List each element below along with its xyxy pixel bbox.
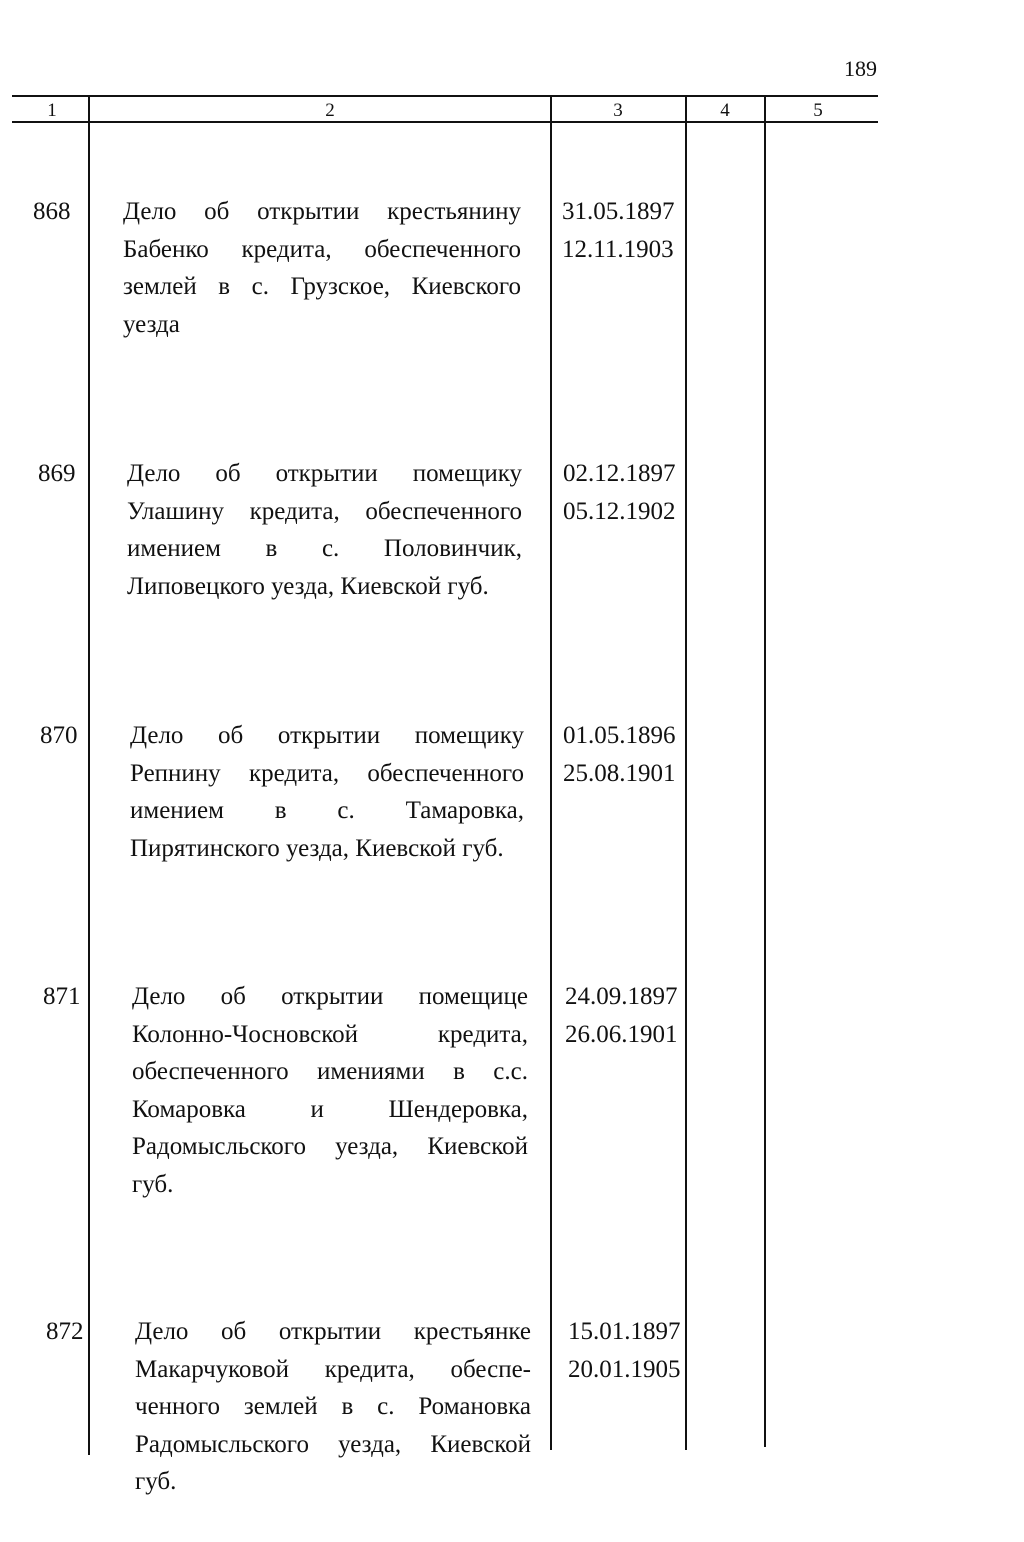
- date-end: 05.12.1902: [563, 497, 676, 525]
- description-line: землей в с. Грузское, Киевского: [123, 273, 521, 300]
- description-line: Радомысльского уезда, Киевской: [132, 1133, 528, 1160]
- record-description: [132, 978, 528, 1203]
- description-line: Радомысльского уезда, Киевской: [135, 1430, 531, 1458]
- date-start: 24.09.1897: [565, 983, 678, 1010]
- date-start: 15.01.1897: [568, 1318, 681, 1345]
- table-header-top-rule: [12, 95, 878, 97]
- description-line: обеспеченного имениями в с.с.: [132, 1058, 528, 1085]
- column-divider-3: [685, 95, 687, 1450]
- description-line: Макарчуковой кредита, обеспе-: [135, 1355, 531, 1383]
- date-end: 26.06.1901: [565, 1020, 678, 1048]
- description-line: Дело об открытии помещику: [130, 722, 524, 749]
- date-end: 12.11.1903: [562, 235, 674, 263]
- date-start: 02.12.1897: [563, 460, 676, 487]
- description-line: имением в с. Половинчик,: [127, 535, 522, 562]
- description-line: губ.: [132, 1170, 174, 1198]
- record-dates: [563, 717, 676, 792]
- description-line: Колонно-Чосновской кредита,: [132, 1020, 528, 1048]
- column-divider-2: [550, 95, 552, 1450]
- description-line: Комаровка и Шендеровка,: [132, 1095, 528, 1123]
- column-divider-4: [764, 95, 766, 1447]
- record-number: 870: [40, 722, 78, 749]
- date-start: 01.05.1896: [563, 722, 676, 749]
- description-line: Репнину кредита, обеспеченного: [130, 759, 524, 787]
- date-end: 25.08.1901: [563, 759, 676, 787]
- column-header-5: 5: [813, 100, 823, 121]
- record-dates: [565, 978, 678, 1053]
- description-line: Пирятинского уезда, Киевской губ.: [130, 834, 504, 862]
- record-number: 869: [38, 460, 76, 487]
- description-line: Дело об открытии помещику: [127, 460, 522, 487]
- record-description: [135, 1313, 531, 1501]
- description-line: имением в с. Тамаровка,: [130, 797, 524, 824]
- description-line: Дело об открытии крестьянину: [123, 198, 521, 225]
- record-number: 871: [43, 983, 81, 1010]
- record-dates: [562, 193, 675, 268]
- description-line: уезда: [123, 310, 180, 338]
- date-start: 31.05.1897: [562, 198, 675, 225]
- date-end: 20.01.1905: [568, 1355, 681, 1383]
- description-line: Дело об открытии помещице: [132, 983, 528, 1010]
- record-description: [127, 455, 522, 605]
- page-number: 189: [844, 56, 877, 81]
- record-number: 868: [33, 198, 71, 225]
- record-dates: [563, 455, 676, 530]
- record-number: 872: [46, 1318, 84, 1345]
- column-divider-1: [88, 95, 90, 1455]
- column-header-3: 3: [613, 100, 623, 121]
- record-description: [123, 193, 521, 343]
- description-line: Липовецкого уезда, Киевской губ.: [127, 572, 489, 600]
- description-line: Дело об открытии крестьянке: [135, 1318, 531, 1345]
- column-header-4: 4: [720, 100, 730, 121]
- description-line: Улашину кредита, обеспеченного: [127, 497, 522, 525]
- column-header-1: 1: [47, 100, 57, 121]
- description-line: губ.: [135, 1468, 177, 1495]
- description-line: ченного землей в с. Романовка: [135, 1393, 531, 1420]
- record-description: [130, 717, 524, 867]
- record-dates: [568, 1313, 681, 1388]
- table-header-bottom-rule: [12, 121, 878, 123]
- description-line: Бабенко кредита, обеспеченного: [123, 235, 521, 263]
- column-header-2: 2: [325, 100, 335, 121]
